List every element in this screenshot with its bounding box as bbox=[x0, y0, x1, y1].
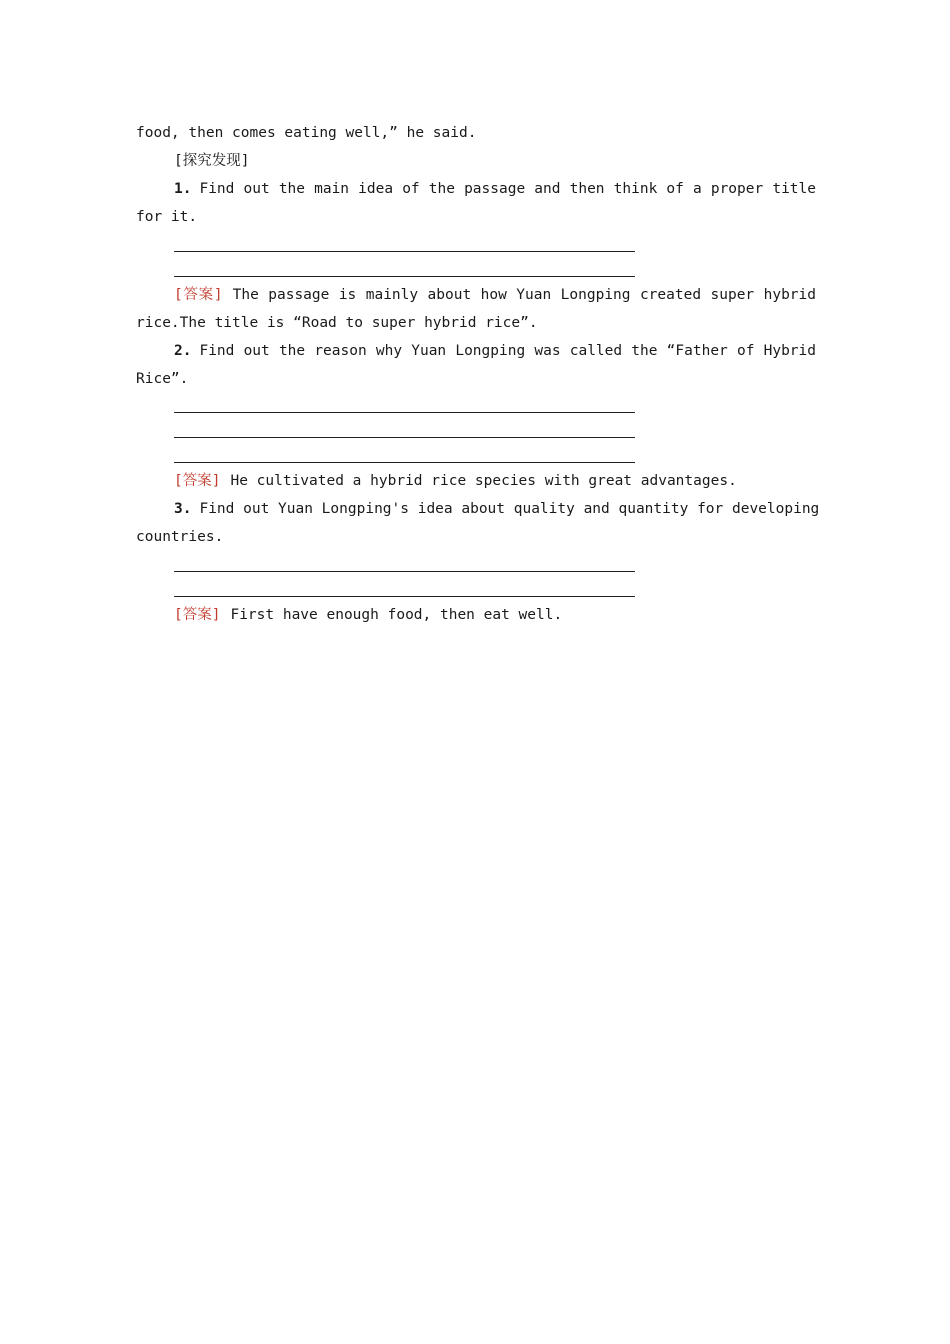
question-3-text-line2: countries. bbox=[136, 529, 224, 545]
answer-1-line1: The passage is mainly about how Yuan Longping created super hybrid bbox=[232, 287, 816, 303]
answer-blank-line bbox=[174, 276, 635, 277]
question-2 bbox=[174, 341, 816, 361]
question-1 bbox=[174, 179, 816, 199]
question-1-number: 1. bbox=[174, 181, 192, 197]
answer-blank-line bbox=[174, 462, 635, 463]
answer-1 bbox=[174, 285, 816, 305]
answer-2-line1: He cultivated a hybrid rice species with great advantages. bbox=[230, 473, 737, 489]
question-1-text-line2: for it. bbox=[136, 209, 198, 225]
answer-blank-line bbox=[174, 437, 635, 438]
answer-2 bbox=[174, 471, 816, 491]
answer-3 bbox=[174, 605, 816, 625]
answer-blank-line bbox=[174, 596, 635, 597]
intro-line: food, then comes eating well,” he said. bbox=[136, 125, 477, 141]
answer-blank-line bbox=[174, 251, 635, 252]
answer-3-line1: First have enough food, then eat well. bbox=[230, 607, 563, 623]
answer-blank-line bbox=[174, 571, 635, 572]
answer-tag: [答案] bbox=[174, 607, 221, 623]
section-title: [探究发现] bbox=[174, 153, 250, 169]
question-2-text-line2: Rice”. bbox=[136, 371, 189, 387]
question-3-number: 3. bbox=[174, 501, 192, 517]
question-3-text-line1: Find out Yuan Longping's idea about quality and quantity for developing bbox=[199, 501, 820, 517]
answer-tag: [答案] bbox=[174, 473, 221, 489]
answer-tag: [答案] bbox=[174, 287, 223, 303]
answer-1-line2: rice.The title is “Road to super hybrid rice”. bbox=[136, 315, 538, 331]
question-2-text-line1: Find out the reason why Yuan Longping was called the “Father of Hybrid bbox=[199, 343, 816, 359]
question-2-number: 2. bbox=[174, 343, 192, 359]
question-1-text-line1: Find out the main idea of the passage and then think of a proper title bbox=[199, 181, 816, 197]
question-3 bbox=[174, 499, 820, 519]
answer-blank-line bbox=[174, 412, 635, 413]
